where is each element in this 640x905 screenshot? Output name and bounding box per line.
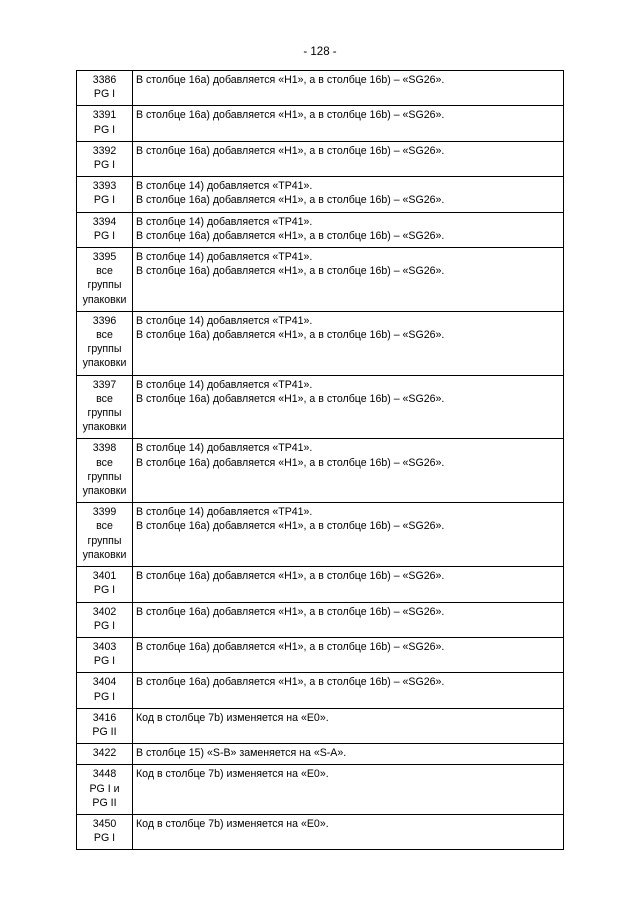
amendment-text-line: В столбце 16а) добавляется «H1», а в столбце 16b) – «SG26». [136, 229, 445, 242]
entry-number-cell [77, 439, 133, 503]
table-row [77, 71, 564, 106]
amendment-text-line: В столбце 16а) добавляется «H1», а в столбце 16b) – «SG26». [136, 109, 445, 122]
amendment-text-cell [133, 602, 564, 637]
table-row [77, 744, 564, 765]
amendment-text-line: В столбце 14) добавляется «TP41». [136, 215, 313, 228]
amendment-text-line: В столбце 16а) добавляется «H1», а в столбце 16b) – «SG26». [136, 392, 445, 405]
entry-number-line: все [96, 520, 113, 533]
table-row [77, 439, 564, 503]
entry-number-line: PG I [93, 159, 116, 172]
entry-number-line: 3394 [92, 215, 117, 228]
entry-number-line: PG I [93, 229, 116, 242]
amendment-text-line: В столбце 14) добавляется «TP41». [136, 314, 313, 327]
amendment-text-cell [133, 503, 564, 567]
amendment-text-cell [133, 106, 564, 141]
entry-number-cell [77, 311, 133, 375]
amendment-text-line: В столбце 16а) добавляется «H1», а в столбце 16b) – «SG26». [136, 144, 445, 157]
amendment-text-cell [133, 248, 564, 312]
table-row [77, 673, 564, 708]
amendment-text-line: В столбце 14) добавляется «TP41». [136, 251, 313, 264]
entry-number-line: 3422 [92, 747, 117, 760]
amendment-text-cell [133, 765, 564, 815]
amendment-text-line: В столбце 16а) добавляется «H1», а в столбце 16b) – «SG26». [136, 640, 445, 653]
entry-number-line: упаковки [82, 421, 127, 434]
entry-number-line: 3398 [92, 442, 117, 455]
table-row [77, 106, 564, 141]
entry-number-line: PG I [93, 194, 116, 207]
entry-number-line: все [96, 329, 113, 342]
entry-number-line: PG II [92, 796, 117, 809]
entry-number-cell [77, 708, 133, 743]
amendment-text-line: Код в столбце 7b) изменяется на «E0». [136, 768, 329, 781]
entry-number-line: 3391 [92, 109, 117, 122]
entry-number-cell [77, 673, 133, 708]
entry-number-line: 3392 [92, 144, 117, 157]
entry-number-line: все [96, 456, 113, 469]
entry-number-line: группы [87, 343, 122, 356]
entry-number-line: PG I [93, 690, 116, 703]
entry-number-line: группы [87, 407, 122, 420]
entry-number-cell [77, 177, 133, 212]
entry-number-line: 3396 [92, 314, 117, 327]
entry-number-line: упаковки [82, 357, 127, 370]
entry-number-line: упаковки [82, 485, 127, 498]
amendment-text-cell [133, 814, 564, 849]
entry-number-cell [77, 567, 133, 602]
entry-number-line: PG I [93, 584, 116, 597]
entry-number-line: 3386 [92, 74, 117, 86]
amendment-text-line: В столбце 16а) добавляется «H1», а в столбце 16b) – «SG26». [136, 520, 445, 533]
table-row [77, 503, 564, 567]
amendment-text-line: В столбце 16а) добавляется «H1», а в столбце 16b) – «SG26». [136, 74, 445, 86]
page-number: - 128 - [303, 46, 337, 58]
entry-number-line: PG I [93, 832, 116, 845]
entry-number-cell [77, 744, 133, 765]
amendment-text-cell [133, 744, 564, 765]
amendment-text-line: В столбце 14) добавляется «TP41». [136, 506, 313, 519]
entry-number-line: 3404 [92, 676, 117, 689]
amendment-text-cell [133, 311, 564, 375]
entry-number-cell [77, 503, 133, 567]
amendment-text-line: В столбце 14) добавляется «TP41». [136, 378, 313, 391]
amendment-text-cell [133, 637, 564, 672]
amendment-text-line: В столбце 14) добавляется «TP41». [136, 180, 313, 193]
entry-number-line: 3448 [92, 768, 117, 781]
entry-number-cell [77, 602, 133, 637]
amendments-table-body [77, 71, 564, 850]
entry-number-line: 3402 [92, 605, 117, 618]
entry-number-line: 3399 [92, 506, 117, 519]
table-row [77, 708, 564, 743]
entry-number-line: 3450 [92, 817, 117, 830]
amendment-text-cell [133, 708, 564, 743]
amendment-text-line: Код в столбце 7b) изменяется на «E0». [136, 817, 329, 830]
amendment-text-line: В столбце 16а) добавляется «H1», а в столбце 16b) – «SG26». [136, 194, 445, 207]
entry-number-line: 3403 [92, 640, 117, 653]
table-row [77, 765, 564, 815]
amendment-text-line: В столбце 16а) добавляется «H1», а в столбце 16b) – «SG26». [136, 605, 445, 618]
amendment-text-cell [133, 439, 564, 503]
amendment-text-cell [133, 141, 564, 176]
table-row [77, 177, 564, 212]
entry-number-line: 3397 [92, 378, 117, 391]
amendment-text-cell [133, 212, 564, 247]
entry-number-line: PG I и [89, 782, 120, 795]
entry-number-cell [77, 248, 133, 312]
table-row [77, 602, 564, 637]
amendment-text-line: В столбце 16а) добавляется «H1», а в столбце 16b) – «SG26». [136, 329, 445, 342]
entry-number-line: все [96, 392, 113, 405]
amendment-text-line: В столбце 16а) добавляется «H1», а в столбце 16b) – «SG26». [136, 456, 445, 469]
entry-number-line: упаковки [82, 293, 127, 306]
amendment-text-cell [133, 375, 564, 439]
table-row [77, 375, 564, 439]
entry-number-cell [77, 637, 133, 672]
amendment-text-line: В столбце 16а) добавляется «H1», а в столбце 16b) – «SG26». [136, 265, 445, 278]
entry-number-line: упаковки [82, 548, 127, 561]
entry-number-cell [77, 71, 133, 106]
table-row [77, 567, 564, 602]
table-row [77, 141, 564, 176]
entry-number-line: 3416 [92, 711, 117, 724]
entry-number-line: 3395 [92, 251, 117, 264]
entry-number-cell [77, 141, 133, 176]
amendment-text-line: В столбце 16а) добавляется «H1», а в столбце 16b) – «SG26». [136, 676, 445, 689]
entry-number-line: PG I [93, 619, 116, 632]
table-row [77, 212, 564, 247]
amendment-text-line: В столбце 16а) добавляется «H1», а в столбце 16b) – «SG26». [136, 570, 445, 583]
entry-number-cell [77, 765, 133, 815]
entry-number-line: PG I [93, 88, 116, 101]
entry-number-line: все [96, 265, 113, 278]
table-row [77, 248, 564, 312]
amendment-text-cell [133, 567, 564, 602]
entry-number-line: 3393 [92, 180, 117, 193]
table-row [77, 814, 564, 849]
amendment-text-cell [133, 177, 564, 212]
amendment-text-line: Код в столбце 7b) изменяется на «E0». [136, 711, 329, 724]
entry-number-cell [77, 106, 133, 141]
amendment-text-line: В столбце 15) «S-B» заменяется на «S-A». [136, 747, 347, 760]
entry-number-cell [77, 814, 133, 849]
entry-number-cell [77, 375, 133, 439]
entry-number-cell [77, 212, 133, 247]
amendment-text-cell [133, 71, 564, 106]
entry-number-line: 3401 [92, 570, 117, 583]
table-row [77, 637, 564, 672]
amendments-table [76, 70, 564, 850]
entry-number-line: PG I [93, 123, 116, 136]
table-row [77, 311, 564, 375]
entry-number-line: группы [87, 279, 122, 292]
amendment-text-line: В столбце 14) добавляется «TP41». [136, 442, 313, 455]
entry-number-line: PG I [93, 655, 116, 668]
amendment-text-cell [133, 673, 564, 708]
entry-number-line: группы [87, 470, 122, 483]
entry-number-line: группы [87, 534, 122, 547]
entry-number-line: PG II [92, 725, 117, 738]
